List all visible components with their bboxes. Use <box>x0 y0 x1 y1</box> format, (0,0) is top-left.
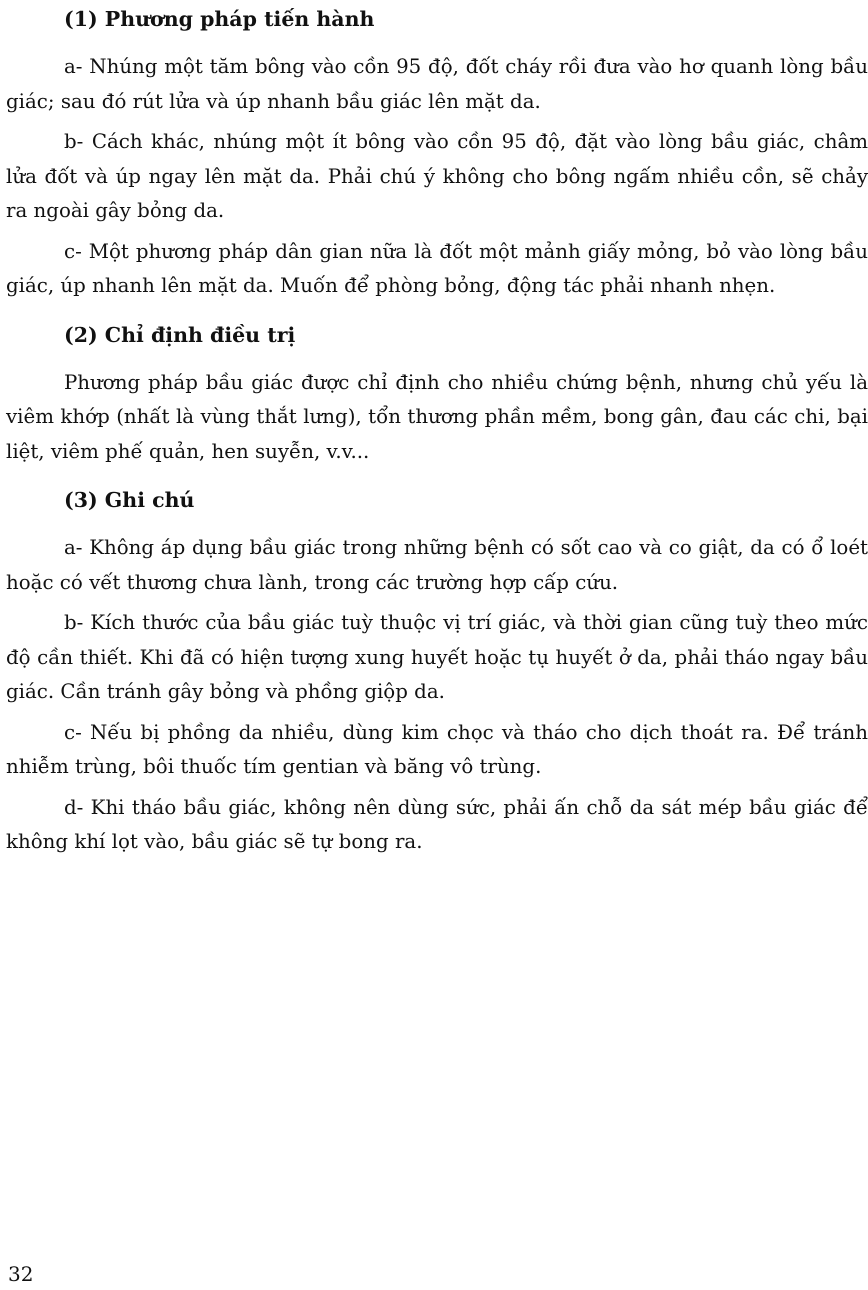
paragraph-notes-d: d- Khi tháo bầu giác, không nên dùng sức, phải ấn chỗ da sát mép bầu giác để không khí lọt vào, bầu giác sẽ tự bong ra. <box>6 795 868 853</box>
paragraph-procedure-c: c- Một phương pháp dân gian nữa là đốt một mảnh giấy mỏng, bỏ vào lòng bầu giác, úp nhanh lên mặt da. Muốn để phòng bỏng, động tác phải nhanh nhẹn. <box>6 239 868 297</box>
paragraph-notes-c: c- Nếu bị phồng da nhiều, dùng kim chọc và tháo cho dịch thoát ra. Để tránh nhiễm trùng, bôi thuốc tím gentian và băng vô trùng. <box>6 720 868 778</box>
section-heading-procedure: (1) Phương pháp tiến hành <box>64 7 375 31</box>
paragraph-notes-a: a- Không áp dụng bầu giác trong những bệnh có sốt cao và co giật, da có ổ loét hoặc có vết thương chưa lành, trong các trường hợp cấp cứu. <box>6 536 868 594</box>
section-notes <box>6 483 868 860</box>
page-number: 32 <box>8 1262 34 1286</box>
paragraph-procedure-b: b- Cách khác, nhúng một ít bông vào cồn 95 độ, đặt vào lòng bầu giác, châm lửa đốt và úp ngay lên mặt da. Phải chú ý không cho bông ngấm nhiều cồn, sẽ chảy ra ngoài gây bỏng da. <box>6 130 868 222</box>
section-heading-notes: (3) Ghi chú <box>64 488 195 512</box>
section-indications <box>6 318 868 470</box>
paragraph-indications: Phương pháp bầu giác được chỉ định cho nhiều chứng bệnh, nhưng chủ yếu là viêm khớp (nhất là vùng thắt lưng), tổn thương phần mềm, bong gân, đau các chi, bại liệt, viêm phế quản, hen suyễn, v.v... <box>6 370 868 463</box>
section-heading-indications: (2) Chỉ định điều trị <box>64 322 296 347</box>
section-procedure <box>6 2 868 304</box>
paragraph-notes-b: b- Kích thước của bầu giác tuỳ thuộc vị trí giác, và thời gian cũng tuỳ theo mức độ cần thiết. Khi đã có hiện tượng xung huyết hoặc tụ huyết ở da, phải tháo ngay bầu giác. Cần tránh gây bỏng và phồng giộp da. <box>6 611 868 703</box>
document-page <box>6 0 868 860</box>
paragraph-procedure-a: a- Nhúng một tăm bông vào cồn 95 độ, đốt cháy rồi đưa vào hơ quanh lòng bầu giác; sau đó rút lửa và úp nhanh bầu giác lên mặt da. <box>6 55 868 113</box>
